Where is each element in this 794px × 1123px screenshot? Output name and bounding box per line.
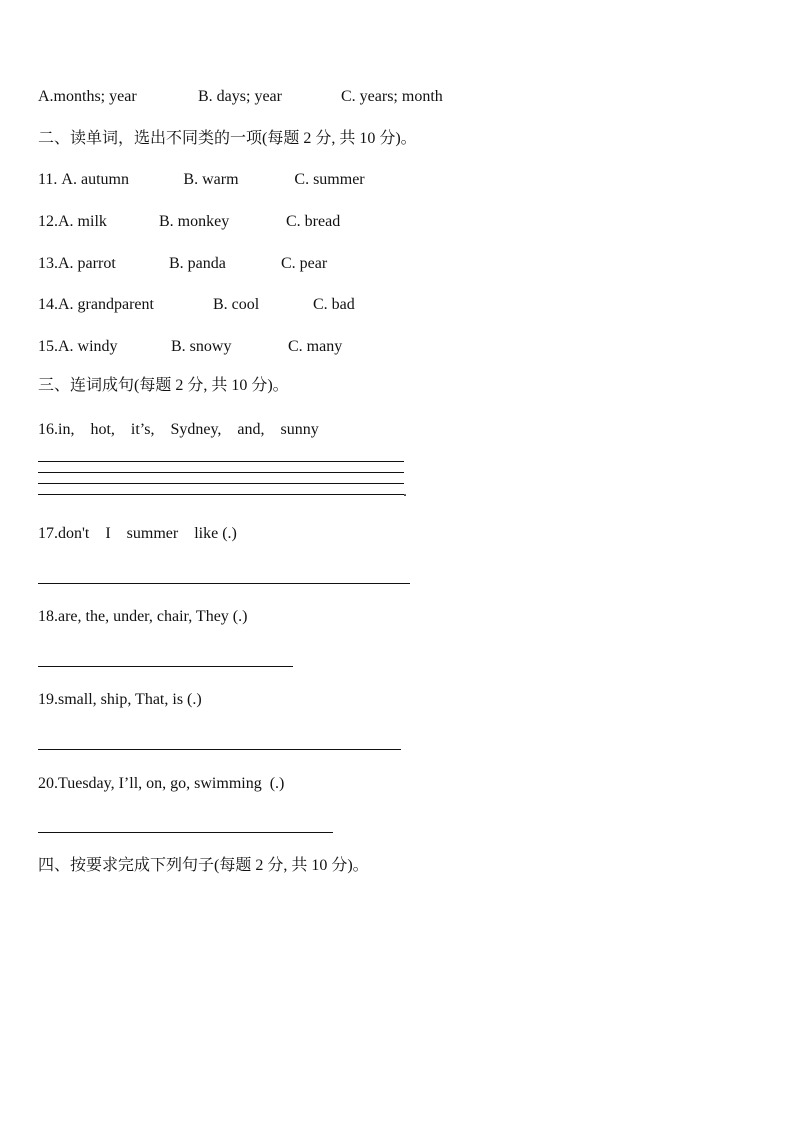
option-c: C. summer (294, 171, 365, 188)
question-number: 12. (38, 213, 58, 230)
question-15 (38, 337, 342, 357)
option-c: C. bad (313, 296, 355, 313)
question-number: 14. (38, 296, 58, 313)
question-14 (38, 295, 355, 315)
question-20 (38, 774, 284, 794)
option-a: A.months; year (38, 88, 137, 105)
question-10-options (38, 87, 443, 107)
option-b: B. snowy (171, 338, 232, 355)
option-b: B. cool (213, 296, 260, 313)
option-c: C. many (288, 338, 343, 355)
question-number: 18. (38, 608, 58, 625)
question-16 (38, 420, 319, 440)
section-2-heading: 二、读单词，选出不同类的一项(每题 2 分, 共 10 分)。 (38, 130, 417, 147)
option-b: B. monkey (159, 213, 230, 230)
question-number: 16. (38, 421, 58, 438)
section-4-heading: 四、按要求完成下列句子(每题 2 分, 共 10 分)。 (38, 857, 369, 874)
question-12 (38, 212, 340, 232)
question-number: 20. (38, 775, 58, 792)
question-number: 13. (38, 255, 58, 272)
answer-line (38, 832, 333, 833)
option-c: C. bread (286, 213, 341, 230)
question-number: 19. (38, 691, 58, 708)
question-18 (38, 607, 247, 627)
answer-line (38, 461, 404, 462)
answer-line (38, 666, 293, 667)
answer-line (38, 483, 404, 484)
answer-line (38, 749, 401, 750)
scrambled-words: small, ship, That, is (.) (58, 691, 202, 708)
option-a: A. milk (58, 213, 107, 230)
section-3-heading: 三、连词成句(每题 2 分, 共 10 分)。 (38, 377, 289, 394)
question-number: 11. (38, 171, 62, 188)
option-a: A. grandparent (58, 296, 154, 313)
answer-line (38, 583, 410, 584)
option-a: A. autumn (61, 171, 129, 188)
option-b: B. days; year (198, 88, 282, 105)
scrambled-words: in, hot, it’s, Sydney, and, sunny (58, 421, 319, 438)
scrambled-words: are, the, under, chair, They (.) (58, 608, 248, 625)
scrambled-words: don't I summer like (.) (58, 525, 237, 542)
sentence-period: . (403, 483, 407, 500)
question-13 (38, 254, 327, 274)
scrambled-words: Tuesday, I’ll, on, go, swimming (.) (58, 775, 285, 792)
answer-line (38, 472, 404, 473)
question-11 (38, 170, 365, 190)
question-19 (38, 690, 202, 710)
question-number: 17. (38, 525, 58, 542)
answer-line (38, 494, 404, 495)
option-b: B. warm (183, 171, 239, 188)
option-c: C. years; month (341, 88, 443, 105)
question-number: 15. (38, 338, 58, 355)
option-a: A. windy (58, 338, 118, 355)
option-b: B. panda (169, 255, 226, 272)
option-a: A. parrot (58, 255, 116, 272)
option-c: C. pear (281, 255, 328, 272)
question-17 (38, 524, 237, 544)
